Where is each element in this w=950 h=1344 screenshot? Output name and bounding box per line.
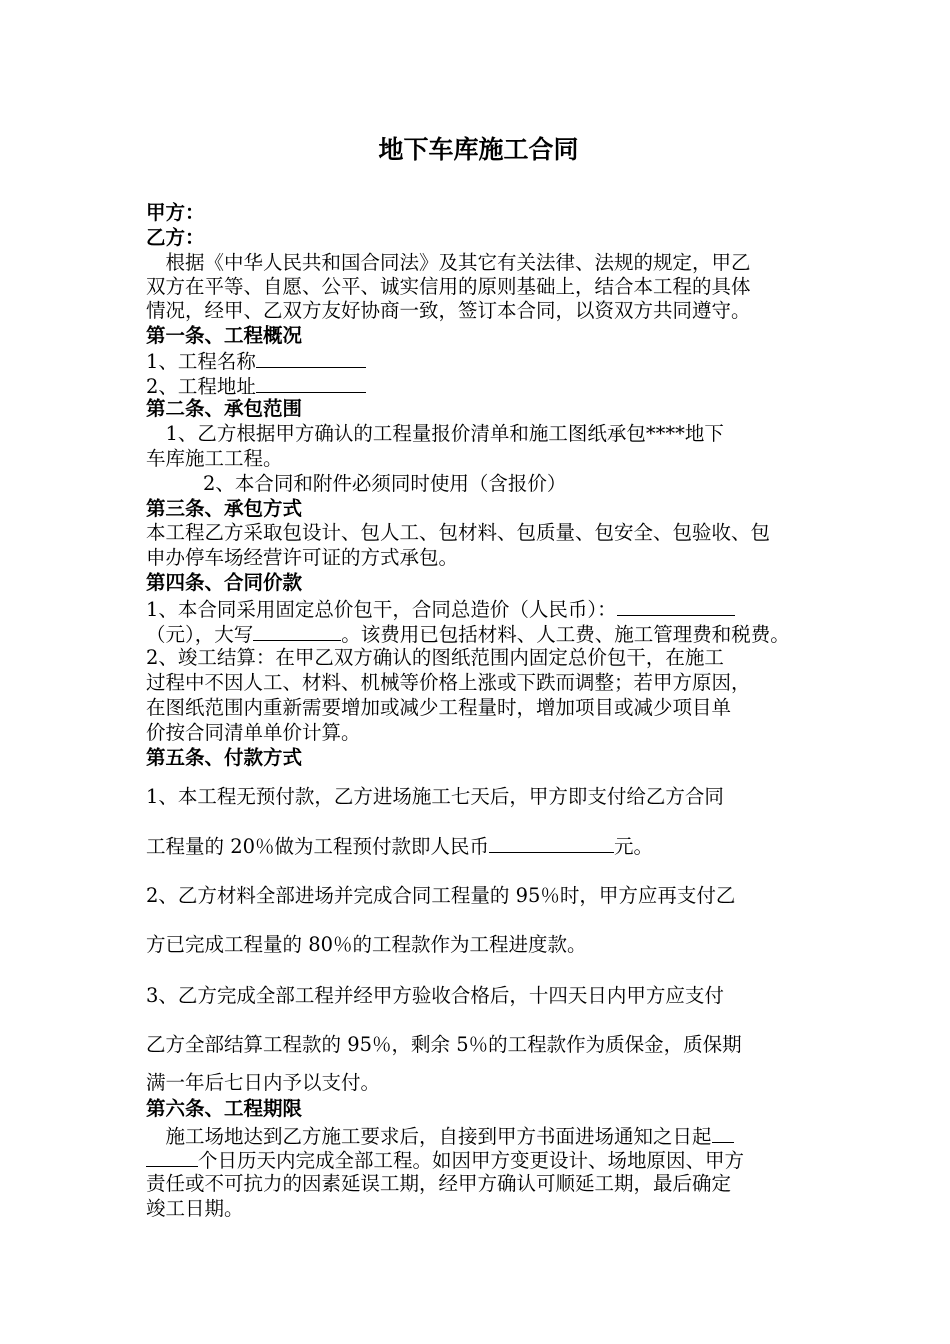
price-item-1b-post: 。该费用已包括材料、人工费、施工管理费和税费。 (341, 623, 790, 646)
party-b-label: 乙方： (146, 226, 205, 249)
party-a-label: 甲方： (146, 201, 205, 224)
price-item-1b-pre: （元），大写 (146, 623, 254, 646)
payment-3b: 乙方全部结算工程款的 95％，剩余 5％的工程款作为质保金，质保期 (146, 1033, 742, 1056)
settlement-line-4: 价按合同清单单价计算。 (146, 721, 361, 744)
payment-2a: 2、乙方材料全部进场并完成合同工程量的 95％时，甲方应再支付乙 (146, 884, 736, 907)
project-name-label: 1、工程名称 (146, 350, 256, 373)
total-price-blank (617, 596, 735, 616)
project-address-blank (256, 373, 366, 393)
project-name-line (146, 348, 366, 374)
days-blank-b (146, 1147, 198, 1167)
article-1-heading: 第一条、工程概况 (146, 324, 303, 347)
payment-3a: 3、乙方完成全部工程并经甲方验收合格后，十四天日内甲方应支付 (146, 984, 724, 1007)
intro-line-3: 情况，经甲、乙双方友好协商一致，签订本合同，以资双方共同遵守。 (146, 299, 751, 322)
project-name-blank (256, 348, 366, 368)
method-line-2: 申办停车场经营许可证的方式承包。 (146, 546, 459, 569)
term-line-1 (146, 1123, 734, 1149)
method-line-1: 本工程乙方采取包设计、包人工、包材料、包质量、包安全、包验收、包 (146, 521, 771, 544)
term-line-2 (146, 1147, 744, 1173)
settlement-line-1: 2、竣工结算：在甲乙双方确认的图纸范围内固定总价包干，在施工 (146, 646, 724, 669)
price-item-1a (146, 596, 735, 622)
project-address-line (146, 373, 366, 399)
payment-1b-pre: 工程量的 20％做为工程预付款即人民币 (146, 835, 490, 858)
article-2-heading: 第二条、承包范围 (146, 397, 303, 420)
term-line-3: 责任或不可抗力的因素延误工期，经甲方确认可顺延工期，最后确定 (146, 1172, 732, 1195)
payment-1a: 1、本工程无预付款，乙方进场施工七天后，甲方即支付给乙方合同 (146, 785, 724, 808)
price-item-1b (146, 621, 790, 647)
project-address-label: 2、工程地址 (146, 375, 256, 398)
scope-item-2: 2、本合同和附件必须同时使用（含报价） (203, 472, 567, 495)
document-title: 地下车库施工合同 (378, 135, 579, 164)
intro-line-2: 双方在平等、自愿、公平、诚实信用的原则基础上，结合本工程的具体 (146, 275, 751, 298)
scope-item-1a: 1、乙方根据甲方确认的工程量报价清单和施工图纸承包****地下 (146, 422, 724, 445)
intro-line-1: 根据《中华人民共和国合同法》及其它有关法律、法规的规定，甲乙 (146, 251, 751, 274)
article-6-heading: 第六条、工程期限 (146, 1097, 303, 1120)
days-blank-a (712, 1123, 734, 1143)
capital-amount-blank (253, 621, 341, 641)
article-5-heading: 第五条、付款方式 (146, 746, 303, 769)
payment-3c: 满一年后七日内予以支付。 (146, 1071, 381, 1094)
advance-amount-blank (489, 833, 614, 853)
scope-item-1b: 车库施工工程。 (146, 447, 283, 470)
term-line-1-text: 施工场地达到乙方施工要求后，自接到甲方书面进场通知之日起 (146, 1125, 712, 1148)
article-3-heading: 第三条、承包方式 (146, 497, 303, 520)
term-line-2-text: 个日历天内完成全部工程。如因甲方变更设计、场地原因、甲方 (198, 1149, 745, 1172)
price-item-1a-text: 1、本合同采用固定总价包干，合同总造价（人民币）： (146, 598, 617, 621)
payment-1b (146, 833, 653, 859)
payment-2b: 方已完成工程量的 80％的工程款作为工程进度款。 (146, 933, 587, 956)
settlement-line-3: 在图纸范围内重新需要增加或减少工程量时，增加项目或减少项目单 (146, 696, 732, 719)
article-4-heading: 第四条、合同价款 (146, 571, 303, 594)
settlement-line-2: 过程中不因人工、材料、机械等价格上涨或下跌而调整；若甲方原因， (146, 671, 751, 694)
payment-1b-post: 元。 (614, 835, 654, 858)
term-line-4: 竣工日期。 (146, 1197, 244, 1220)
